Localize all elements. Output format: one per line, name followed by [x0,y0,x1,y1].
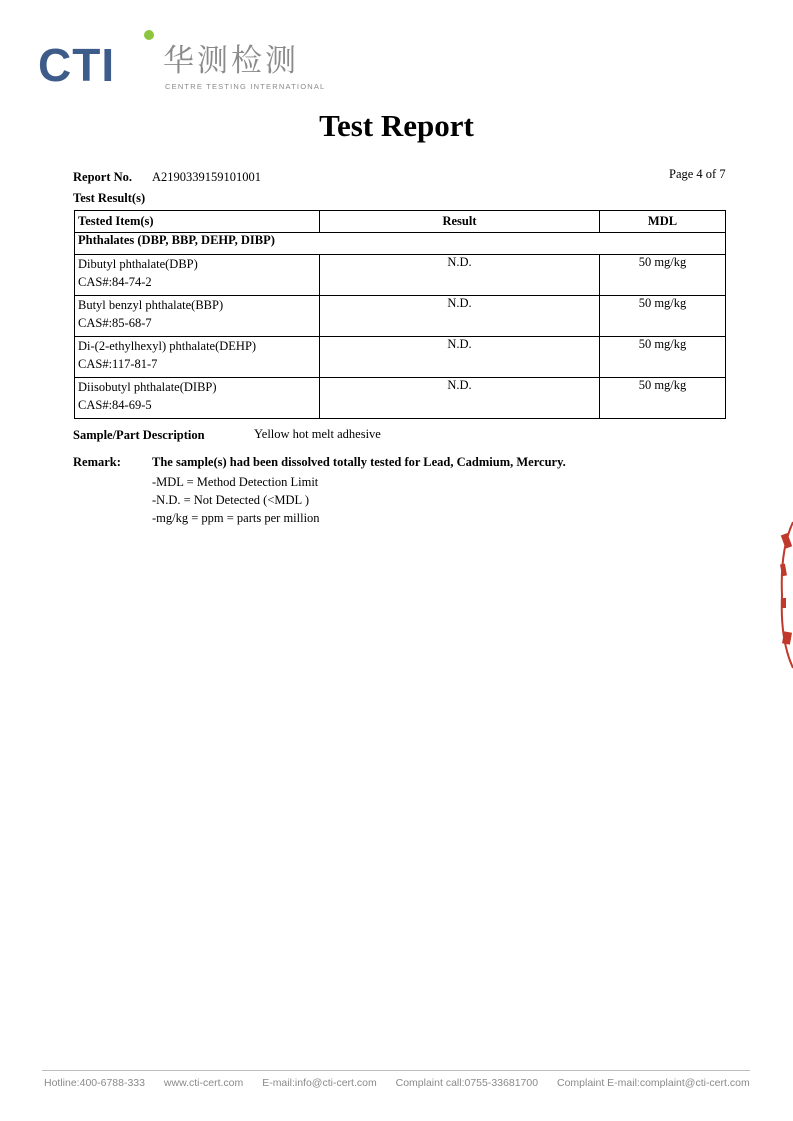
mdl-cell: 50 mg/kg [600,378,726,419]
page-title: Test Report [319,108,474,143]
result-cell: N.D. [320,255,600,296]
item-cell [75,255,320,296]
item-name: Diisobutyl phthalate(DIBP) [78,380,217,394]
logo-chinese-name: 华测检测 [163,43,299,79]
header-result: Result [320,211,600,233]
item-cas: CAS#:84-74-2 [78,275,152,289]
footer-complaint-call: Complaint call:0755-33681700 [395,1077,539,1089]
table-header-row [75,211,726,233]
report-number-label: Report No. [73,170,133,184]
footer-hotline: Hotline:400-6788-333 [44,1077,145,1089]
footer [44,1077,764,1089]
remark-note: -N.D. = Not Detected (<MDL ) [152,493,309,507]
logo-brand: CTI [38,39,116,91]
test-results-label: Test Result(s) [73,191,146,205]
table-row [75,378,726,419]
table-row [75,255,726,296]
result-cell: N.D. [320,337,600,378]
item-cell [75,296,320,337]
table-row [75,337,726,378]
item-cas: CAS#:117-81-7 [78,357,158,371]
footer-divider [42,1070,750,1071]
result-cell: N.D. [320,378,600,419]
sample-description-value: Yellow hot melt adhesive [254,427,381,441]
cti-logo [38,30,326,95]
partial-stamp-icon [764,520,793,670]
report-number-value: A2190339159101001 [152,170,262,184]
item-cas: CAS#:85-68-7 [78,316,152,330]
remark-main-text: The sample(s) had been dissolved totally tested for Lead, Cadmium, Mercury. [152,455,566,469]
item-cell [75,337,320,378]
table-row [75,296,726,337]
remark-label: Remark: [73,455,121,469]
item-cell [75,378,320,419]
item-name: Dibutyl phthalate(DBP) [78,257,198,271]
mdl-cell: 50 mg/kg [600,255,726,296]
logo-english-name: CENTRE TESTING INTERNATIONAL [165,82,326,91]
header-tested-items: Tested Item(s) [75,211,320,233]
page-number: Page 4 of 7 [669,167,726,181]
item-name: Butyl benzyl phthalate(BBP) [78,298,224,312]
header-mdl: MDL [600,211,726,233]
remark-note: -mg/kg = ppm = parts per million [152,511,320,525]
group-row [75,233,726,255]
item-cas: CAS#:84-69-5 [78,398,152,412]
remark-notes [152,473,320,527]
mdl-cell: 50 mg/kg [600,337,726,378]
logo-dot-icon [144,30,154,40]
mdl-cell: 50 mg/kg [600,296,726,337]
remark-note: -MDL = Method Detection Limit [152,475,319,489]
results-table [74,210,726,419]
footer-email[interactable]: E-mail:info@cti-cert.com [262,1077,377,1089]
group-title: Phthalates (DBP, BBP, DEHP, DIBP) [75,233,726,255]
result-cell: N.D. [320,296,600,337]
sample-description-label: Sample/Part Description [73,428,205,442]
footer-complaint-email[interactable]: Complaint E-mail:complaint@cti-cert.com [556,1077,750,1089]
item-name: Di-(2-ethylhexyl) phthalate(DEHP) [78,339,257,353]
footer-website[interactable]: www.cti-cert.com [163,1077,244,1089]
